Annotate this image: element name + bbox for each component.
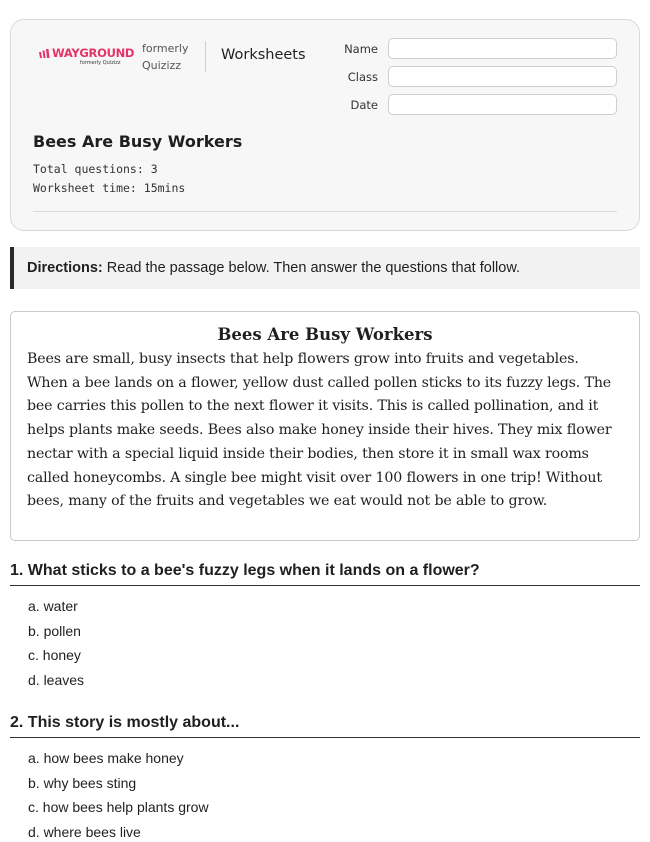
answer-options bbox=[10, 594, 640, 692]
directions-box bbox=[10, 247, 640, 289]
reading-passage bbox=[10, 311, 640, 541]
worksheet-header bbox=[10, 19, 640, 231]
date-input[interactable] bbox=[388, 94, 617, 115]
class-input[interactable] bbox=[388, 66, 617, 87]
answer-option[interactable]: b. why bees sting bbox=[28, 774, 137, 791]
answer-option[interactable]: c. how bees help plants grow bbox=[28, 799, 209, 816]
class-label: Class bbox=[347, 70, 378, 84]
name-input[interactable] bbox=[388, 38, 617, 59]
question-text: 2. This story is mostly about... bbox=[10, 714, 640, 738]
answer-option[interactable]: d. where bees live bbox=[28, 823, 141, 840]
worksheets-label: Worksheets bbox=[221, 47, 306, 63]
total-questions: Total questions: 3 bbox=[33, 162, 158, 176]
passage-body: Bees are small, busy insects that help flowers grow into fruits and vegetables. When a bee lands on a flower, yellow dust called pollen sticks to its fuzzy legs. The bee carries this pollen to the next flower it visits. This is called pollination, and it helps plants make seeds. Bees also make honey inside their hives. They mix flower nectar with a special liquid inside their bodies, then store it in small wax rooms called honeycombs. A single bee might visit over 100 flowers in one trip! Without bees, many of the fruits and vegetables we eat would not be able to grow. bbox=[27, 351, 612, 510]
wayground-mark-icon bbox=[39, 49, 50, 58]
worksheet-time: Worksheet time: 15mins bbox=[33, 181, 186, 195]
directions-text: Read the passage below. Then answer the questions that follow. bbox=[102, 260, 521, 276]
passage-title: Bees Are Busy Workers bbox=[217, 325, 433, 344]
answer-option[interactable]: a. water bbox=[28, 598, 78, 614]
answer-option[interactable]: c. honey bbox=[28, 647, 81, 664]
question-2 bbox=[10, 714, 640, 842]
answer-option[interactable]: b. pollen bbox=[28, 622, 81, 639]
name-label: Name bbox=[344, 42, 378, 56]
answer-option[interactable]: a. how bees make honey bbox=[28, 750, 184, 766]
answer-option[interactable]: d. leaves bbox=[28, 671, 85, 688]
question-1 bbox=[10, 562, 640, 692]
date-label: Date bbox=[350, 98, 378, 112]
header-rule bbox=[33, 211, 617, 212]
formerly-quizizz-label: formerly Quizizz bbox=[142, 42, 189, 72]
directions-label: Directions: bbox=[27, 260, 103, 276]
header-divider bbox=[205, 41, 206, 72]
wayground-logo bbox=[39, 46, 135, 72]
answer-options bbox=[10, 746, 640, 842]
logo-subtext: formerly Quizizz bbox=[80, 60, 121, 66]
worksheet-title: Bees Are Busy Workers bbox=[33, 132, 243, 151]
question-text: 1. What sticks to a bee's fuzzy legs when it lands on a flower? bbox=[10, 562, 640, 586]
logo-text: WAYGROUND bbox=[52, 46, 135, 60]
